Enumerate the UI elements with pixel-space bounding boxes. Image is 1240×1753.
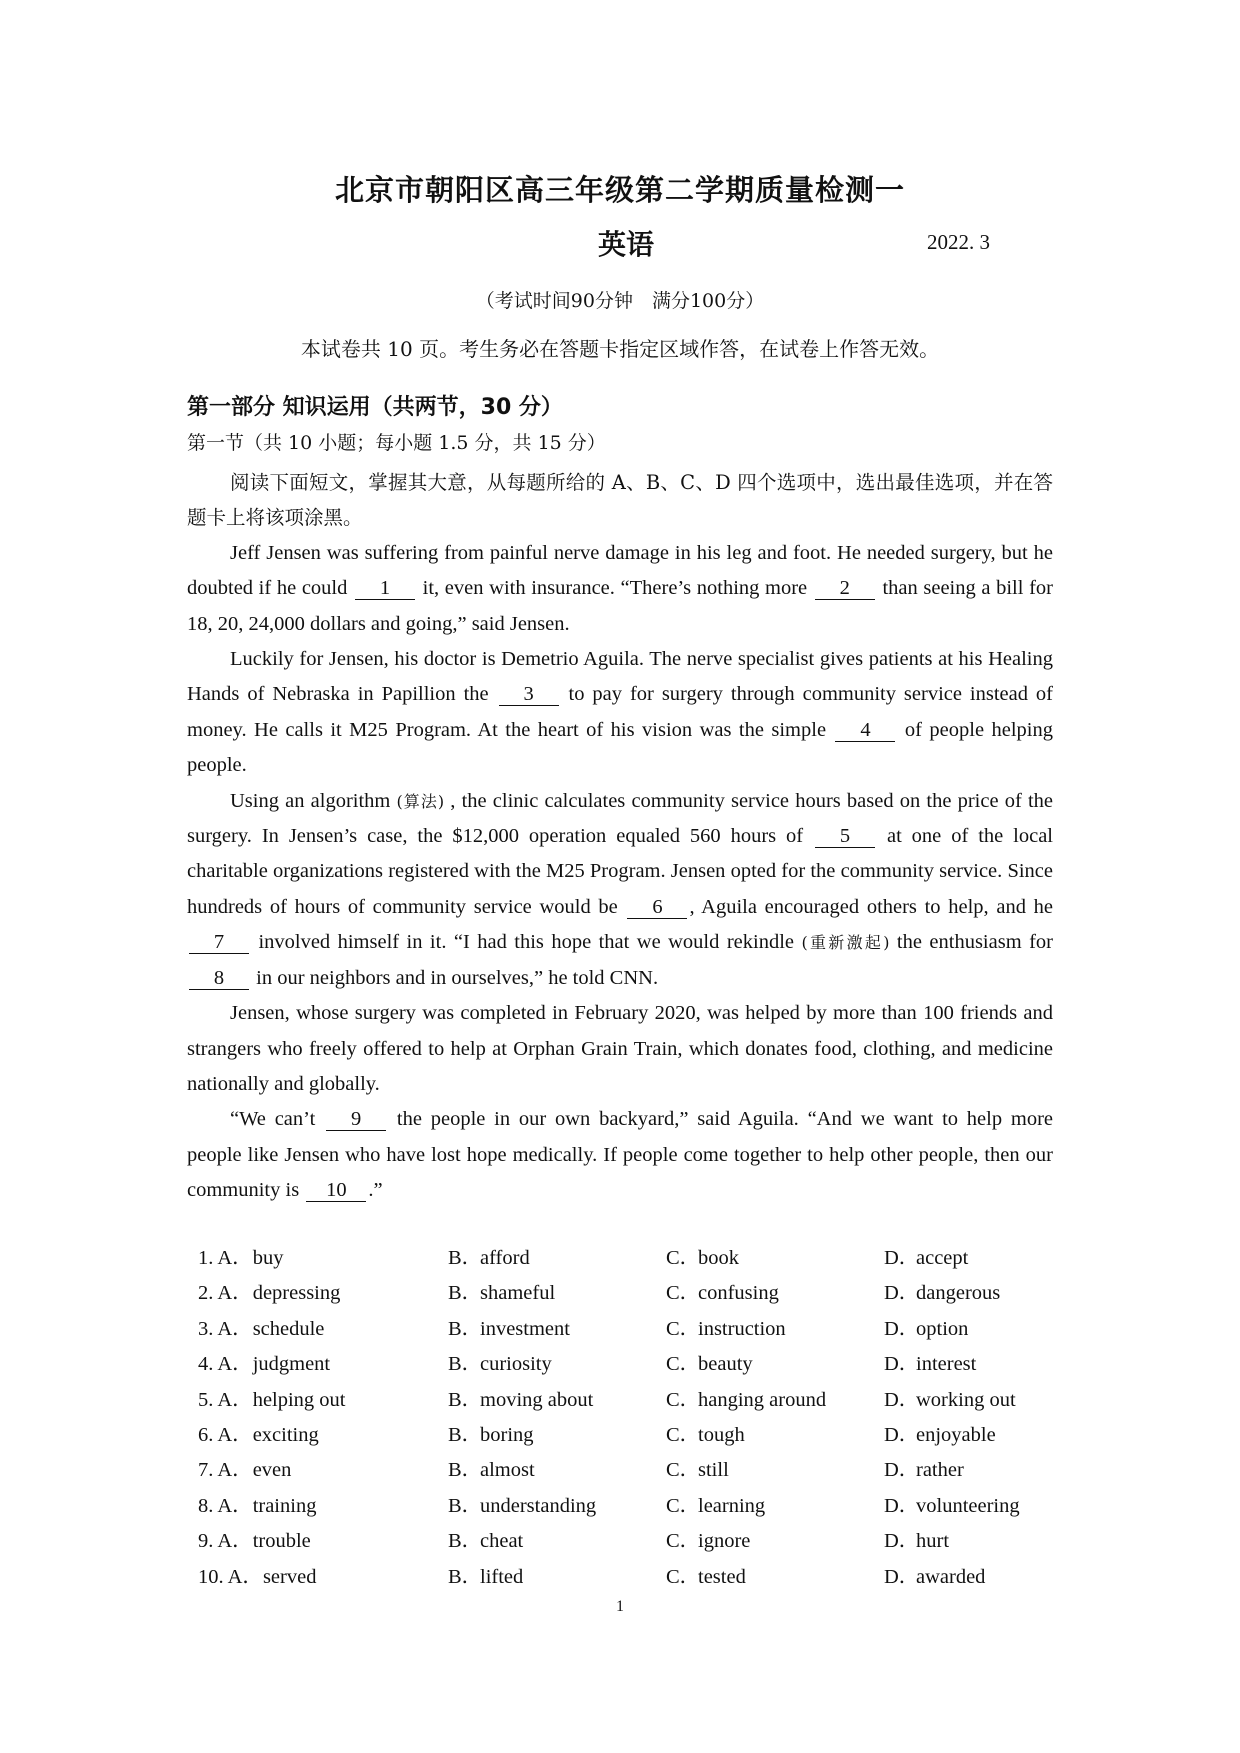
option-b: B．cheat (448, 1530, 524, 1553)
option-b: B．almost (448, 1459, 535, 1482)
option-d: D．hurt (884, 1530, 950, 1553)
blank-7: 7 (189, 931, 249, 954)
blank-8: 8 (189, 967, 249, 990)
option-a: 5. A．helping out (198, 1388, 346, 1411)
option-d: D．awarded (884, 1565, 986, 1588)
option-c: C．instruction (666, 1317, 786, 1340)
option-a: 4. A．judgment (198, 1353, 331, 1376)
option-a: 8. A．training (198, 1494, 317, 1517)
passage-paragraph-5 (187, 1102, 1053, 1208)
option-c: C．book (666, 1247, 739, 1269)
option-a: 7. A．even (198, 1459, 292, 1482)
subject-title: 英语 (598, 228, 655, 261)
question-row (198, 1452, 1078, 1487)
question-row (198, 1240, 1078, 1275)
cloze-passage (187, 465, 1053, 1209)
passage-paragraph-4: Jensen, whose surgery was completed in February 2020, was helped by more than 100 friends and strangers who freely offered to help at Orphan Grain Train, which donates food, clothing, and medicine nationally and globally. (187, 1002, 1053, 1095)
question-row (198, 1311, 1078, 1346)
option-b: B．understanding (448, 1494, 597, 1517)
text: the people in our own backyard,” said Aguila. “And we want to help more people like Jensen who have lost hope medically. If people come together to help other people, then our community is (187, 1108, 1054, 1202)
text: in our neighbors and in ourselves,” he told CNN. (256, 966, 659, 989)
text: than seeing a bill for 18, 20, 24,000 dollars and going,” said Jensen. (187, 577, 1053, 635)
option-a: 3. A．schedule (198, 1317, 325, 1340)
option-d: D．rather (884, 1459, 964, 1482)
passage-paragraph-3 (187, 784, 1053, 996)
annotation: (重新激起) (801, 933, 890, 953)
text: the enthusiasm for (896, 931, 1053, 954)
option-d: D．dangerous (884, 1282, 1001, 1305)
question-row (198, 1559, 1078, 1594)
text: .” (368, 1179, 383, 1202)
text: , Aguila encouraged others to help, and he (689, 895, 1054, 918)
question-row (198, 1275, 1078, 1310)
question-row (198, 1346, 1078, 1381)
option-d: D．accept (884, 1247, 969, 1269)
option-a: 2. A．depressing (198, 1282, 341, 1305)
question-row (198, 1523, 1078, 1558)
option-c: C．confusing (666, 1282, 779, 1305)
page-number: 1 (616, 1598, 624, 1615)
option-c: C．ignore (666, 1530, 751, 1553)
text: at one of the local charitable organizations registered with the M25 Program. Jensen opted for the community service. Since hundreds of hours of community service would be (187, 825, 1054, 918)
text: Using an algorithm (230, 789, 391, 812)
blank-6: 6 (627, 896, 687, 919)
option-c: C．tested (666, 1565, 746, 1588)
option-a: 1. A．buy (198, 1247, 284, 1269)
option-c: C．beauty (666, 1353, 753, 1376)
passage-paragraph-1 (187, 536, 1053, 642)
text: to pay for surgery through community service instead of money. He calls it M25 Program. At the heart of his vision was the simple (187, 683, 1054, 741)
question-row (198, 1417, 1078, 1452)
answer-options (198, 1240, 1078, 1594)
text: of people helping people. (187, 718, 1053, 777)
option-c: C．learning (666, 1494, 766, 1517)
blank-10: 10 (306, 1179, 366, 1202)
blank-2: 2 (815, 577, 875, 600)
text: it, even with insurance. “There’s nothing more (422, 577, 808, 600)
option-c: C．hanging around (666, 1388, 827, 1411)
exam-date: 2022. 3 (927, 230, 990, 254)
option-d: D．working out (884, 1388, 1016, 1411)
option-b: B．curiosity (448, 1353, 552, 1376)
option-b: B．boring (448, 1423, 534, 1446)
option-d: D．interest (884, 1353, 977, 1376)
option-d: D．enjoyable (884, 1423, 996, 1446)
text: “We can’t (230, 1108, 316, 1131)
text: Jeff Jensen was suffering from painful nerve damage in his leg and foot. He needed surgery, but he doubted if he could (187, 541, 1053, 600)
instructions: 阅读下面短文，掌握其大意，从每题所给的 A、B、C、D 四个选项中，选出最佳选项，并在答题卡上将该项涂黑。 (187, 471, 1053, 530)
question-row (198, 1382, 1078, 1417)
option-b: B．investment (448, 1317, 570, 1340)
section-heading: 第一节（共 10 小题；每小题 1.5 分，共 15 分） (187, 432, 606, 454)
text: Luckily for Jensen, his doctor is Demetrio Aguila. The nerve specialist gives patients at his Healing Hands of Nebraska in Papillion the (187, 648, 1053, 706)
option-c: C．still (666, 1459, 729, 1482)
exam-notice: 本试卷共 10 页。考生务必在答题卡指定区域作答，在试卷上作答无效。 (300, 337, 940, 361)
option-a: 9. A．trouble (198, 1530, 311, 1553)
option-b: B．lifted (448, 1565, 524, 1588)
text: , the clinic calculates community service hours based on the price of the surgery. In Jensen’s case, the $12,000 operation equaled 560 hours of (187, 789, 1054, 848)
option-d: D．volunteering (884, 1494, 1020, 1517)
option-a: 6. A．exciting (198, 1423, 319, 1446)
passage-paragraph-2 (187, 642, 1053, 784)
blank-5: 5 (815, 825, 875, 848)
option-c: C．tough (666, 1423, 745, 1446)
option-b: B．moving about (448, 1388, 594, 1411)
question-row (198, 1488, 1078, 1523)
exam-title: 北京市朝阳区高三年级第二学期质量检测一 (334, 173, 905, 207)
part-heading: 第一部分 知识运用（共两节，30 分） (187, 395, 563, 420)
blank-4: 4 (835, 719, 895, 742)
option-b: B．afford (448, 1247, 530, 1269)
blank-3: 3 (499, 683, 559, 706)
exam-time-info: （考试时间90分钟 满分100分） (475, 290, 765, 312)
option-a: 10. A．served (198, 1565, 317, 1588)
annotation: (算法) (396, 791, 445, 811)
blank-1: 1 (355, 577, 415, 600)
blank-9: 9 (326, 1108, 386, 1131)
option-d: D．option (884, 1317, 969, 1340)
option-b: B．shameful (448, 1282, 556, 1305)
text: involved himself in it. “I had this hope that we would rekindle (258, 931, 794, 954)
